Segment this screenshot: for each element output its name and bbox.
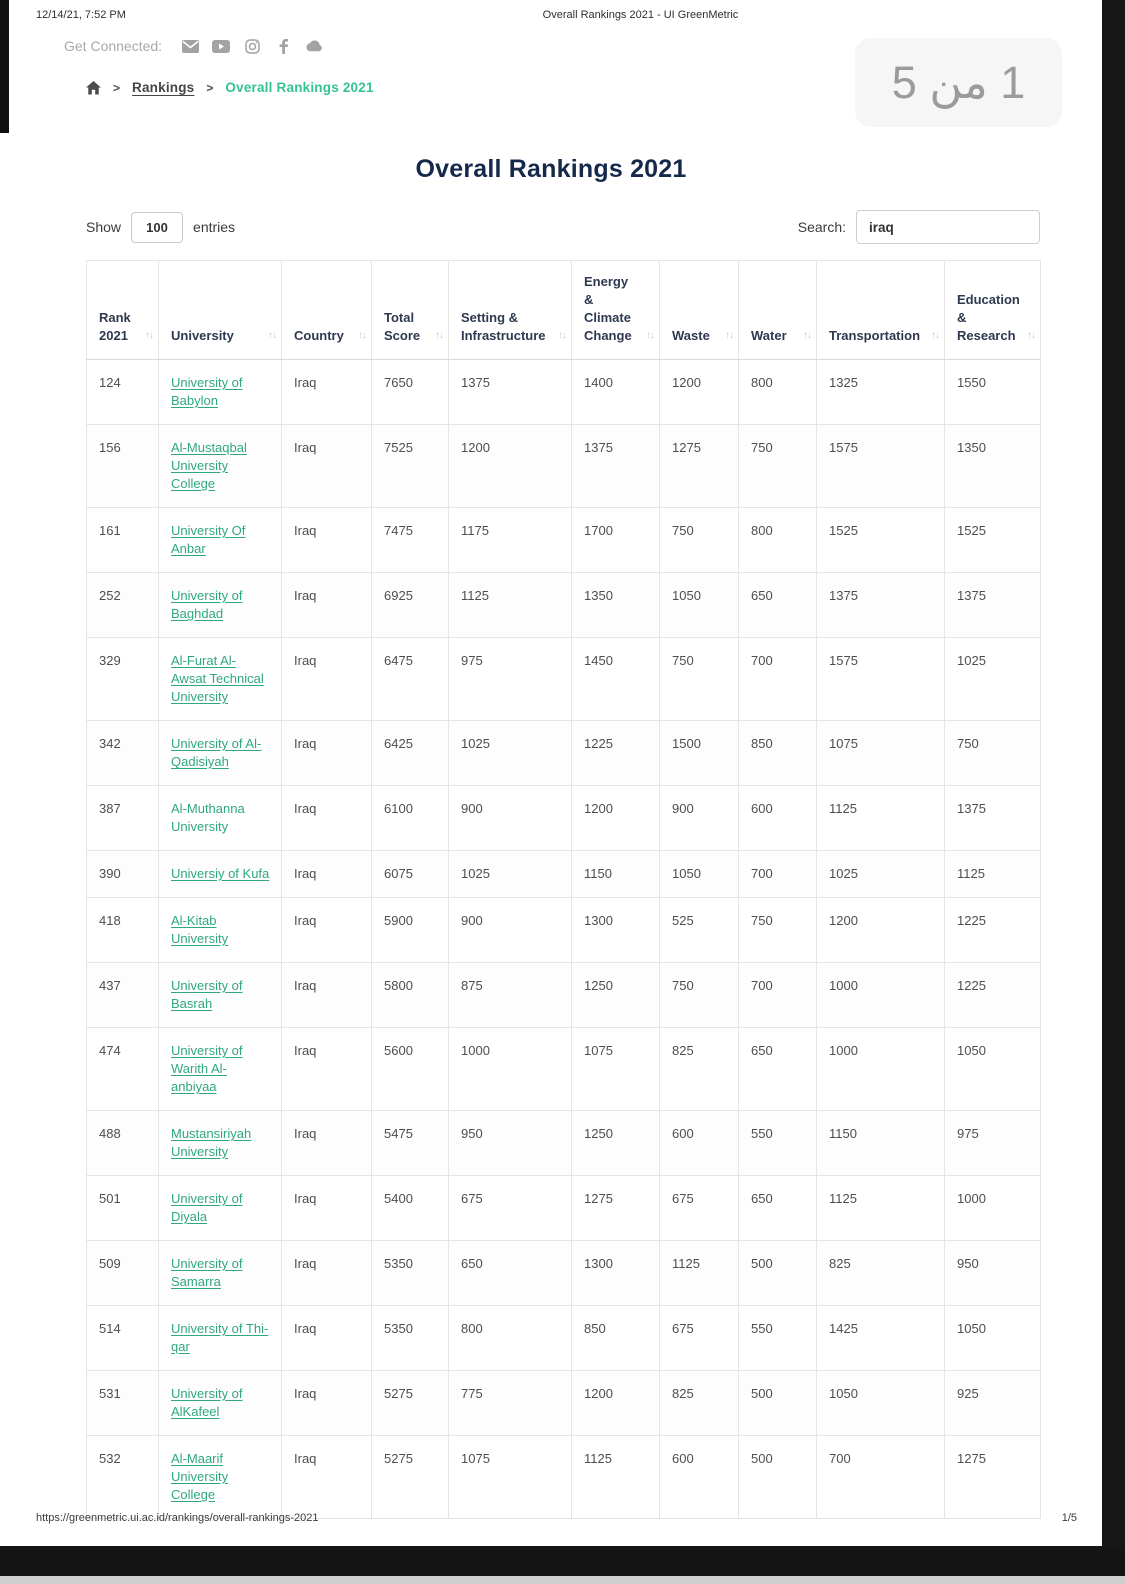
cell-total-score: 5350: [372, 1306, 449, 1371]
cell-university: [159, 1436, 282, 1519]
table-row: [87, 963, 1041, 1028]
cell-total-score: 6925: [372, 573, 449, 638]
rankings-table-wrap: [86, 260, 1040, 1519]
cell-transportation: 1025: [817, 851, 945, 898]
cell-waste: 1275: [660, 425, 739, 508]
cell-transportation: 1125: [817, 786, 945, 851]
table-row: [87, 786, 1041, 851]
print-header: [36, 9, 1065, 21]
cell-university: [159, 898, 282, 963]
cell-waste: 675: [660, 1176, 739, 1241]
cell-country: Iraq: [282, 1306, 372, 1371]
university-link[interactable]: University Of Anbar: [171, 523, 246, 556]
column-header-total-score[interactable]: Total Score ↑↓: [372, 261, 449, 360]
cell-transportation: 1125: [817, 1176, 945, 1241]
cell-education-research: 1050: [945, 1028, 1041, 1111]
cell-university: [159, 360, 282, 425]
column-header-university[interactable]: University ↑↓: [159, 261, 282, 360]
cell-transportation: 1000: [817, 1028, 945, 1111]
cell-rank: 474: [87, 1028, 159, 1111]
email-icon[interactable]: [181, 38, 199, 54]
cell-rank: 437: [87, 963, 159, 1028]
cell-water: 500: [739, 1436, 817, 1519]
sort-icon[interactable]: ↑↓: [931, 330, 939, 341]
cell-rank: 514: [87, 1306, 159, 1371]
cell-energy-climate-change: 1700: [572, 508, 660, 573]
cell-energy-climate-change: 850: [572, 1306, 660, 1371]
breadcrumb-separator: >: [113, 80, 121, 95]
cell-setting-infrastructure: 1000: [449, 1028, 572, 1111]
facebook-icon[interactable]: [274, 38, 292, 54]
cell-energy-climate-change: 1200: [572, 1371, 660, 1436]
university-link[interactable]: Al-Maarif University College: [171, 1451, 229, 1502]
cell-total-score: 6075: [372, 851, 449, 898]
cell-setting-infrastructure: 950: [449, 1111, 572, 1176]
cell-energy-climate-change: 1350: [572, 573, 660, 638]
university-link[interactable]: Universiy of Kufa: [171, 866, 270, 881]
cell-waste: 1125: [660, 1241, 739, 1306]
cell-energy-climate-change: 1075: [572, 1028, 660, 1111]
cell-country: Iraq: [282, 1436, 372, 1519]
cell-waste: 825: [660, 1028, 739, 1111]
cell-energy-climate-change: 1225: [572, 721, 660, 786]
column-header-setting-infrastructure[interactable]: Setting & Infrastructure ↑↓: [449, 261, 572, 360]
cell-waste: 600: [660, 1436, 739, 1519]
cell-rank: 124: [87, 360, 159, 425]
cell-rank: 390: [87, 851, 159, 898]
cell-energy-climate-change: 1250: [572, 1111, 660, 1176]
table-row: [87, 1176, 1041, 1241]
cell-setting-infrastructure: 975: [449, 638, 572, 721]
next-page-edge: [0, 1576, 1125, 1584]
cell-energy-climate-change: 1200: [572, 786, 660, 851]
cell-waste: 675: [660, 1306, 739, 1371]
print-footer-page-indicator: 1/5: [1061, 1512, 1077, 1524]
viewer-edge-right: [1102, 0, 1125, 1550]
cell-waste: 1200: [660, 360, 739, 425]
table-row: [87, 638, 1041, 721]
cell-transportation: 1000: [817, 963, 945, 1028]
cell-transportation: 1575: [817, 425, 945, 508]
cell-water: 500: [739, 1371, 817, 1436]
cell-country: Iraq: [282, 638, 372, 721]
cell-setting-infrastructure: 800: [449, 1306, 572, 1371]
sort-icon[interactable]: ↑↓: [1027, 330, 1035, 341]
cell-water: 550: [739, 1111, 817, 1176]
cell-setting-infrastructure: 900: [449, 898, 572, 963]
cell-country: Iraq: [282, 425, 372, 508]
cell-education-research: 1525: [945, 508, 1041, 573]
cell-rank: 501: [87, 1176, 159, 1241]
cell-transportation: 1325: [817, 360, 945, 425]
sort-icon[interactable]: ↑↓: [558, 330, 566, 341]
cell-energy-climate-change: 1125: [572, 1436, 660, 1519]
university-link[interactable]: University of Basrah: [171, 978, 243, 1011]
cell-rank: 342: [87, 721, 159, 786]
cell-rank: 156: [87, 425, 159, 508]
cell-waste: 750: [660, 508, 739, 573]
cell-setting-infrastructure: 775: [449, 1371, 572, 1436]
cell-education-research: 975: [945, 1111, 1041, 1176]
university-link[interactable]: University of Thi-qar: [171, 1321, 269, 1354]
cell-waste: 1050: [660, 851, 739, 898]
cell-setting-infrastructure: 1125: [449, 573, 572, 638]
table-row: [87, 721, 1041, 786]
table-row: [87, 1028, 1041, 1111]
cell-water: 500: [739, 1241, 817, 1306]
cell-total-score: 7525: [372, 425, 449, 508]
table-row: [87, 1306, 1041, 1371]
cell-water: 800: [739, 360, 817, 425]
cell-rank: 532: [87, 1436, 159, 1519]
cell-transportation: 1075: [817, 721, 945, 786]
cell-country: Iraq: [282, 786, 372, 851]
sort-icon[interactable]: ↑↓: [803, 330, 811, 341]
cell-rank: 418: [87, 898, 159, 963]
cell-waste: 1500: [660, 721, 739, 786]
show-label: Show: [86, 219, 122, 235]
cell-rank: 387: [87, 786, 159, 851]
cell-setting-infrastructure: 1025: [449, 721, 572, 786]
table-row: [87, 851, 1041, 898]
cell-total-score: 5400: [372, 1176, 449, 1241]
cell-rank: 329: [87, 638, 159, 721]
cell-total-score: 5275: [372, 1371, 449, 1436]
cell-total-score: 5900: [372, 898, 449, 963]
table-row: [87, 360, 1041, 425]
cell-rank: 252: [87, 573, 159, 638]
get-connected-label: Get Connected:: [64, 38, 163, 54]
table-row: [87, 898, 1041, 963]
youtube-icon[interactable]: [212, 38, 230, 54]
print-doc-title: Overall Rankings 2021 - UI GreenMetric: [542, 9, 739, 21]
cell-setting-infrastructure: 1375: [449, 360, 572, 425]
cell-setting-infrastructure: 1200: [449, 425, 572, 508]
cell-transportation: 1050: [817, 1371, 945, 1436]
column-header-education-research[interactable]: Education & Research ↑↓: [945, 261, 1041, 360]
search-input[interactable]: [856, 210, 1040, 244]
cell-waste: 600: [660, 1111, 739, 1176]
home-icon[interactable]: [86, 81, 101, 95]
cell-water: 800: [739, 508, 817, 573]
cell-country: Iraq: [282, 508, 372, 573]
entries-select[interactable]: 100: [131, 212, 183, 243]
print-footer-url: https://greenmetric.ui.ac.id/rankings/overall-rankings-2021: [36, 1512, 319, 1524]
university-link[interactable]: Al-Furat Al-Awsat Technical University: [171, 653, 264, 704]
rankings-table: [86, 260, 1041, 1519]
cell-education-research: 1375: [945, 786, 1041, 851]
university-link[interactable]: University of Warith Al-anbiyaa: [171, 1043, 243, 1094]
cell-setting-infrastructure: 875: [449, 963, 572, 1028]
cell-setting-infrastructure: 675: [449, 1176, 572, 1241]
cell-university: [159, 1111, 282, 1176]
cell-water: 700: [739, 638, 817, 721]
cell-energy-climate-change: 1450: [572, 638, 660, 721]
university-link[interactable]: Al-Muthanna University: [171, 801, 245, 834]
cell-water: 850: [739, 721, 817, 786]
cell-waste: 900: [660, 786, 739, 851]
university-link[interactable]: University of Al-Qadisiyah: [171, 736, 262, 769]
print-datetime: 12/14/21, 7:52 PM: [36, 9, 126, 21]
cell-education-research: 1025: [945, 638, 1041, 721]
cell-education-research: 1225: [945, 898, 1041, 963]
cell-university: [159, 508, 282, 573]
cell-university: [159, 425, 282, 508]
cell-country: Iraq: [282, 963, 372, 1028]
social-icons: [181, 38, 323, 54]
column-header-water[interactable]: Water ↑↓: [739, 261, 817, 360]
cell-setting-infrastructure: 1175: [449, 508, 572, 573]
cell-country: Iraq: [282, 573, 372, 638]
university-link[interactable]: University of AlKafeel: [171, 1386, 243, 1419]
cloud-icon[interactable]: [305, 38, 323, 54]
sort-icon[interactable]: ↑↓: [145, 330, 153, 341]
cell-education-research: 1275: [945, 1436, 1041, 1519]
cell-waste: 825: [660, 1371, 739, 1436]
cell-water: 700: [739, 963, 817, 1028]
cell-total-score: 7475: [372, 508, 449, 573]
cell-setting-infrastructure: 1075: [449, 1436, 572, 1519]
university-link[interactable]: Al-Kitab University: [171, 913, 229, 946]
cell-energy-climate-change: 1400: [572, 360, 660, 425]
cell-waste: 750: [660, 638, 739, 721]
cell-energy-climate-change: 1375: [572, 425, 660, 508]
cell-transportation: 825: [817, 1241, 945, 1306]
cell-education-research: 1000: [945, 1176, 1041, 1241]
cell-university: [159, 1306, 282, 1371]
university-link[interactable]: University of Samarra: [171, 1256, 243, 1289]
cell-total-score: 6100: [372, 786, 449, 851]
cell-water: 550: [739, 1306, 817, 1371]
table-row: [87, 1111, 1041, 1176]
cell-country: Iraq: [282, 360, 372, 425]
search-label: Search:: [797, 219, 846, 235]
table-row: [87, 1241, 1041, 1306]
instagram-icon[interactable]: [243, 38, 261, 54]
cell-university: [159, 786, 282, 851]
university-link[interactable]: University of Diyala: [171, 1191, 243, 1224]
cell-setting-infrastructure: 900: [449, 786, 572, 851]
cell-education-research: 750: [945, 721, 1041, 786]
cell-total-score: 5600: [372, 1028, 449, 1111]
column-header-waste[interactable]: Waste ↑↓: [660, 261, 739, 360]
cell-total-score: 6425: [372, 721, 449, 786]
cell-water: 650: [739, 1176, 817, 1241]
cell-transportation: 700: [817, 1436, 945, 1519]
cell-education-research: 1125: [945, 851, 1041, 898]
cell-country: Iraq: [282, 1371, 372, 1436]
cell-water: 650: [739, 573, 817, 638]
cell-education-research: 1375: [945, 573, 1041, 638]
table-controls: [86, 210, 1040, 244]
cell-education-research: 950: [945, 1241, 1041, 1306]
cell-transportation: 1375: [817, 573, 945, 638]
get-connected-bar: [64, 38, 323, 54]
column-header-rank-2021[interactable]: Rank 2021 ↑↓: [87, 261, 159, 360]
cell-energy-climate-change: 1150: [572, 851, 660, 898]
cell-waste: 750: [660, 963, 739, 1028]
cell-total-score: 7650: [372, 360, 449, 425]
cell-total-score: 5475: [372, 1111, 449, 1176]
sort-icon[interactable]: ↑↓: [646, 330, 654, 341]
cell-country: Iraq: [282, 898, 372, 963]
cell-country: Iraq: [282, 1176, 372, 1241]
cell-waste: 1050: [660, 573, 739, 638]
sort-icon[interactable]: ↑↓: [725, 330, 733, 341]
cell-education-research: 1350: [945, 425, 1041, 508]
cell-transportation: 1200: [817, 898, 945, 963]
cell-total-score: 5800: [372, 963, 449, 1028]
cell-total-score: 5350: [372, 1241, 449, 1306]
table-row: [87, 1371, 1041, 1436]
cell-waste: 525: [660, 898, 739, 963]
cell-country: Iraq: [282, 1111, 372, 1176]
table-row: [87, 425, 1041, 508]
cell-water: 600: [739, 786, 817, 851]
university-link[interactable]: Mustansiriyah University: [171, 1126, 252, 1159]
cell-water: 700: [739, 851, 817, 898]
table-row: [87, 1436, 1041, 1519]
breadcrumb-rankings-link[interactable]: Rankings: [132, 80, 195, 95]
university-link[interactable]: Al-Mustaqbal University College: [171, 440, 247, 491]
cell-transportation: 1525: [817, 508, 945, 573]
breadcrumb-separator: >: [206, 80, 214, 95]
cell-education-research: 1225: [945, 963, 1041, 1028]
cell-university: [159, 573, 282, 638]
cell-country: Iraq: [282, 1241, 372, 1306]
table-row: [87, 508, 1041, 573]
page-number-badge: 1 من 5: [855, 38, 1062, 127]
cell-university: [159, 963, 282, 1028]
sort-icon[interactable]: ↑↓: [435, 330, 443, 341]
cell-country: Iraq: [282, 1028, 372, 1111]
cell-university: [159, 1176, 282, 1241]
cell-university: [159, 1028, 282, 1111]
cell-rank: 161: [87, 508, 159, 573]
cell-university: [159, 1371, 282, 1436]
cell-energy-climate-change: 1300: [572, 898, 660, 963]
viewer-edge-left: [0, 0, 9, 133]
cell-university: [159, 851, 282, 898]
cell-country: Iraq: [282, 721, 372, 786]
print-footer: [36, 1512, 1077, 1524]
cell-water: 750: [739, 425, 817, 508]
breadcrumb: [86, 80, 374, 95]
entries-label: entries: [193, 219, 236, 235]
sort-icon[interactable]: ↑↓: [268, 330, 276, 341]
cell-rank: 509: [87, 1241, 159, 1306]
cell-setting-infrastructure: 1025: [449, 851, 572, 898]
cell-water: 750: [739, 898, 817, 963]
cell-setting-infrastructure: 650: [449, 1241, 572, 1306]
cell-total-score: 6475: [372, 638, 449, 721]
page-title: Overall Rankings 2021: [415, 155, 687, 183]
cell-education-research: 1050: [945, 1306, 1041, 1371]
breadcrumb-current-page: Overall Rankings 2021: [225, 80, 374, 95]
cell-university: [159, 721, 282, 786]
sort-icon[interactable]: ↑↓: [358, 330, 366, 341]
cell-transportation: 1575: [817, 638, 945, 721]
cell-transportation: 1425: [817, 1306, 945, 1371]
column-header-energy-climate-change[interactable]: Energy & Climate Change ↑↓: [572, 261, 660, 360]
viewer-page-gap: [0, 1546, 1125, 1576]
cell-energy-climate-change: 1275: [572, 1176, 660, 1241]
cell-university: [159, 638, 282, 721]
cell-education-research: 925: [945, 1371, 1041, 1436]
cell-rank: 488: [87, 1111, 159, 1176]
university-link[interactable]: University of Babylon: [171, 375, 243, 408]
university-link[interactable]: University of Baghdad: [171, 588, 243, 621]
cell-total-score: 5275: [372, 1436, 449, 1519]
cell-university: [159, 1241, 282, 1306]
column-header-country[interactable]: Country ↑↓: [282, 261, 372, 360]
cell-energy-climate-change: 1250: [572, 963, 660, 1028]
column-header-transportation[interactable]: Transportation ↑↓: [817, 261, 945, 360]
cell-education-research: 1550: [945, 360, 1041, 425]
cell-energy-climate-change: 1300: [572, 1241, 660, 1306]
table-row: [87, 573, 1041, 638]
cell-water: 650: [739, 1028, 817, 1111]
cell-transportation: 1150: [817, 1111, 945, 1176]
cell-rank: 531: [87, 1371, 159, 1436]
cell-country: Iraq: [282, 851, 372, 898]
